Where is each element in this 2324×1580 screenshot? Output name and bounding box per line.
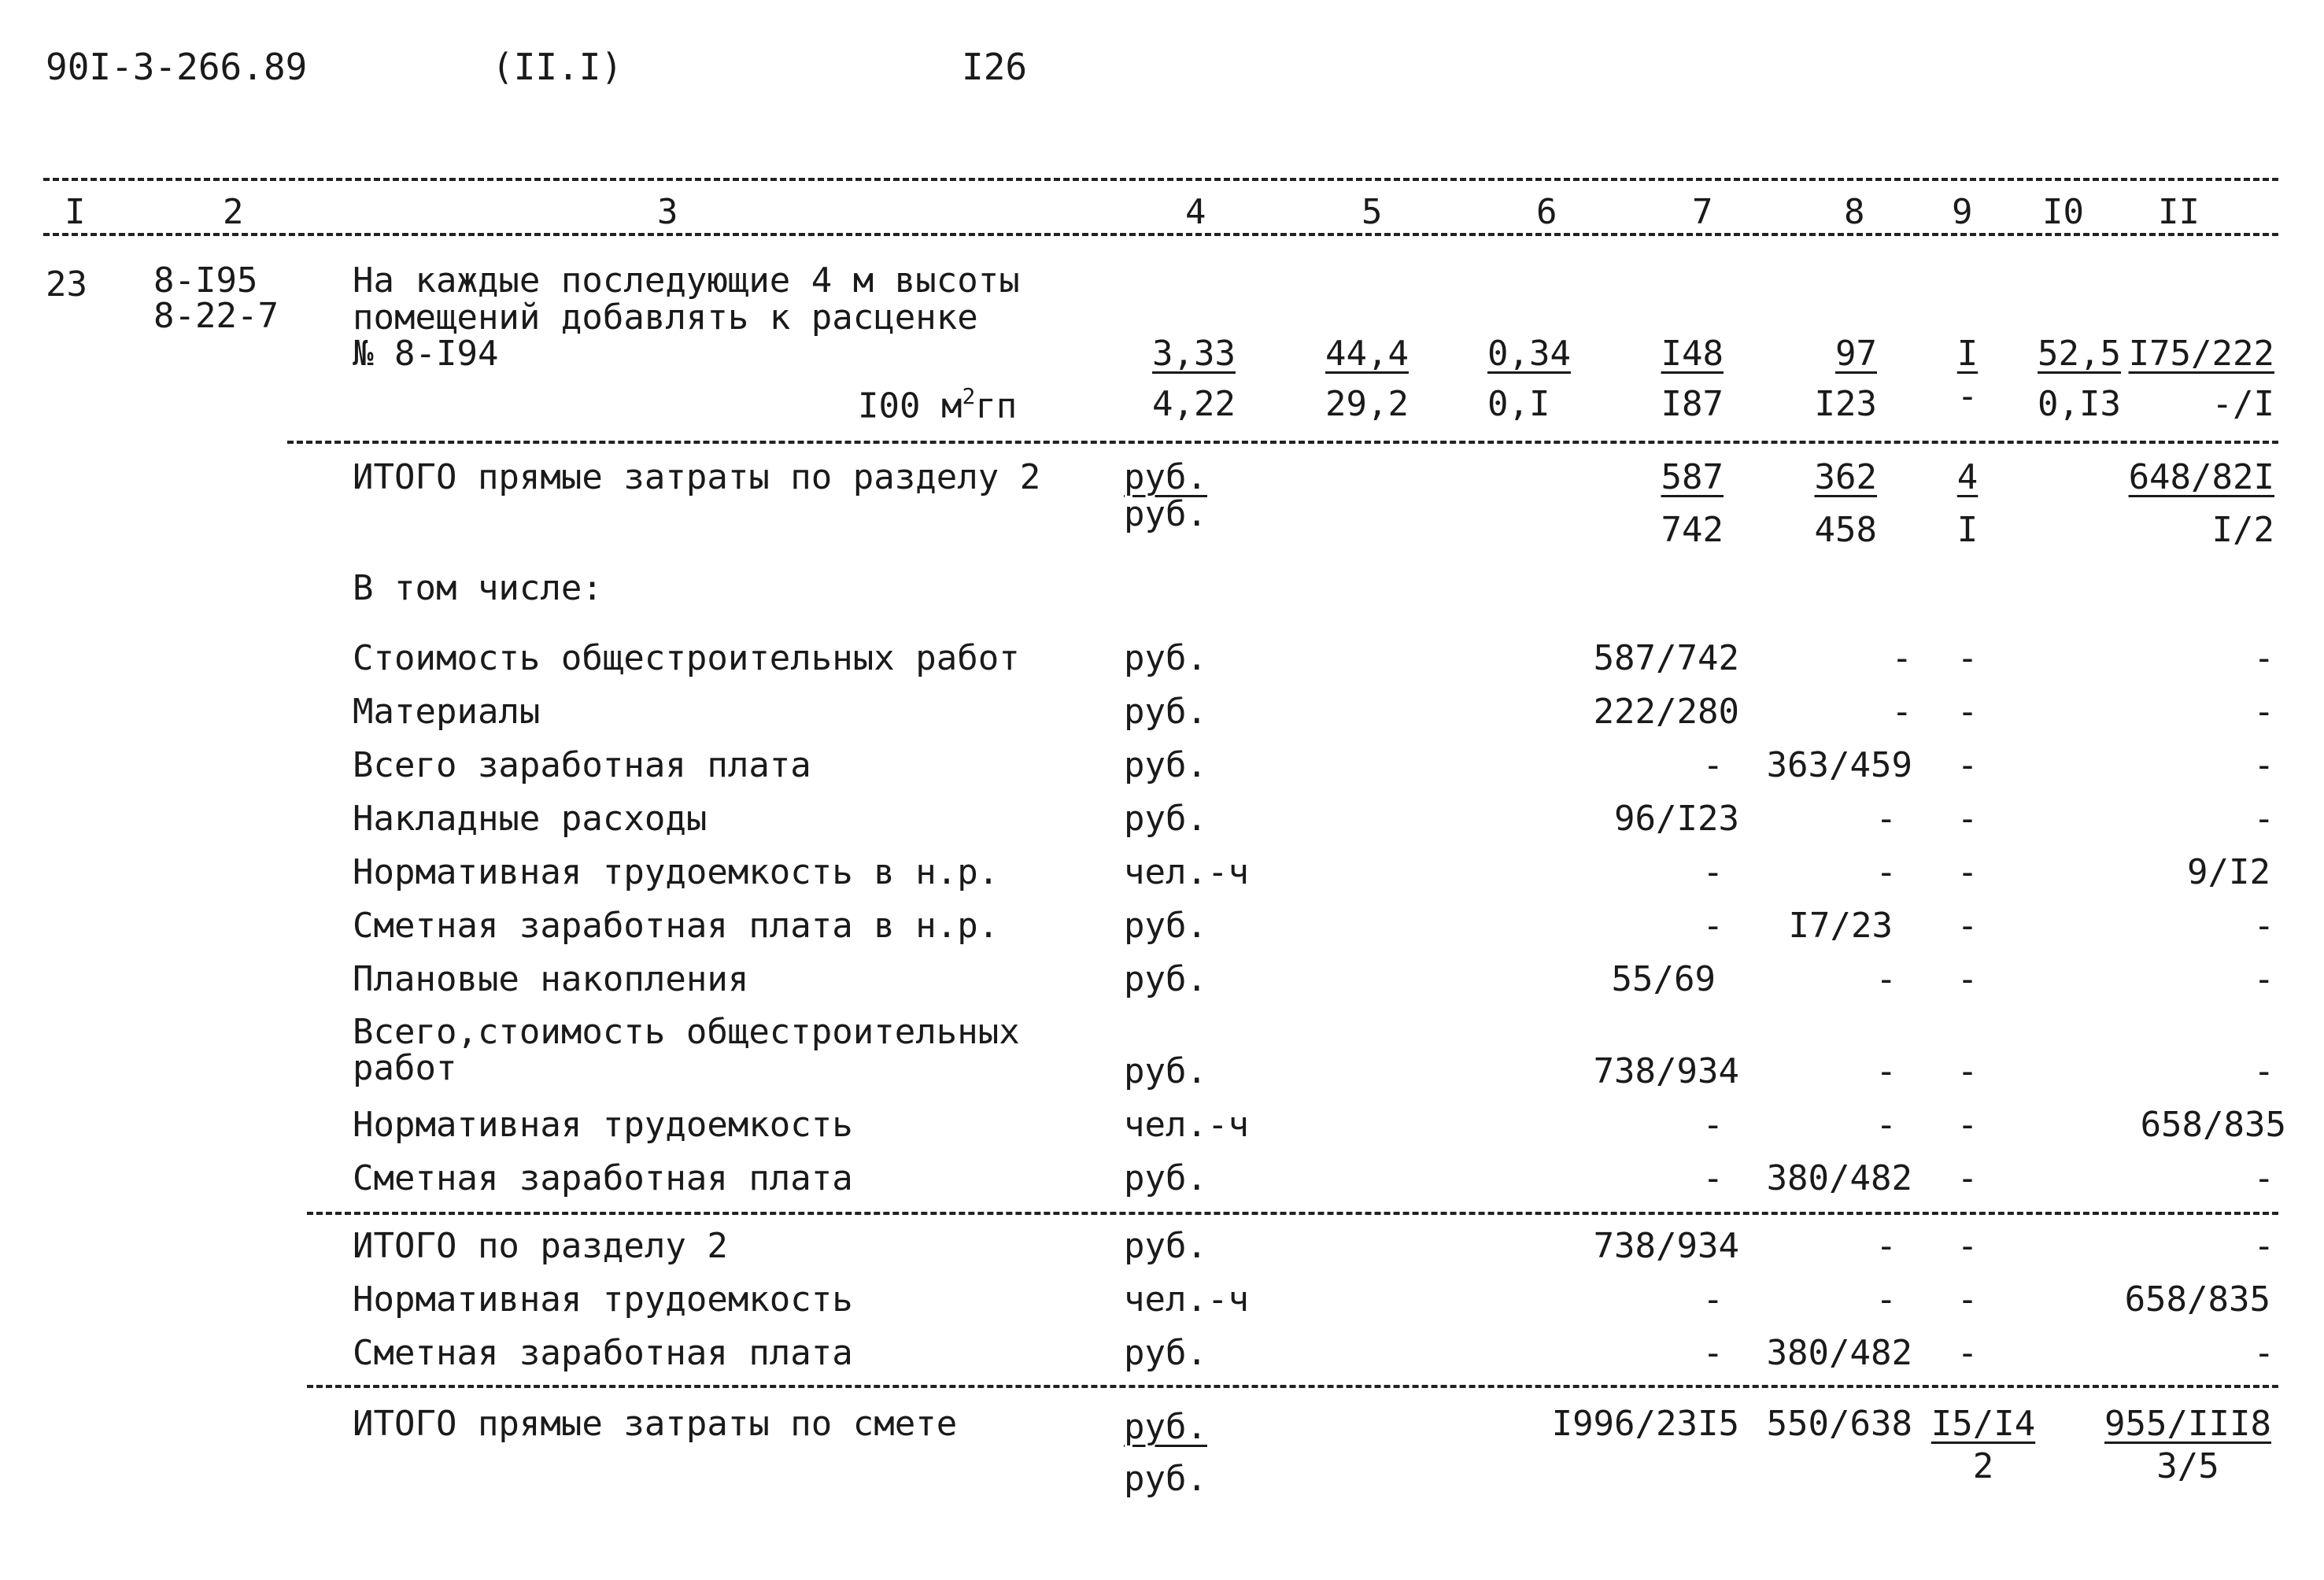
breakdown-col7: 587/742 xyxy=(1593,638,1739,678)
estimate-total-unit-top: руб. xyxy=(1124,1407,1207,1447)
breakdown-label: Всего заработная плата xyxy=(353,745,811,785)
breakdown-col7: 96/I23 xyxy=(1614,799,1739,839)
section-rule-2 xyxy=(307,1212,2278,1215)
measure-unit-prefix: I00 м xyxy=(858,386,962,426)
breakdown-unit: руб. xyxy=(1124,799,1207,839)
column-header-3: 3 xyxy=(657,192,678,232)
breakdown2-col7: - xyxy=(1702,1105,1724,1145)
breakdown-col11: - xyxy=(2253,692,2274,732)
breakdown2-label: Сметная заработная плата xyxy=(353,1158,853,1198)
column-header-8: 8 xyxy=(1844,192,1865,232)
breakdown-col7: - xyxy=(1702,745,1724,785)
row-description-line1: На каждые последующие 4 м высоты xyxy=(353,260,1020,301)
breakdown-col7: 222/280 xyxy=(1593,692,1739,732)
document-code: 90I-3-266.89 xyxy=(46,46,308,88)
col4-top: 3,33 xyxy=(1152,334,1236,374)
breakdown-label: Материалы xyxy=(353,692,541,732)
breakdown-col11: - xyxy=(2253,959,2274,999)
breakdown-col8: 363/459 xyxy=(1766,745,1912,785)
razdel-col11: 658/835 xyxy=(2124,1279,2270,1320)
total-general-label-line2: работ xyxy=(353,1048,457,1088)
row-number: 23 xyxy=(46,264,87,305)
breakdown-unit: чел.-ч xyxy=(1124,852,1249,892)
including-label: В том числе: xyxy=(353,568,603,608)
section-total-col7-top: 587 xyxy=(1661,457,1724,497)
breakdown-col9: - xyxy=(1956,692,1979,732)
breakdown2-col8: 380/482 xyxy=(1766,1158,1912,1198)
total-general-col11: - xyxy=(2253,1051,2274,1091)
breakdown-label: Сметная заработная плата в н.р. xyxy=(353,906,999,946)
breakdown-label: Плановые накопления xyxy=(353,959,749,999)
column-header-7: 7 xyxy=(1692,192,1713,232)
column-header-4: 4 xyxy=(1185,192,1206,232)
section-total-col8-bottom: 458 xyxy=(1814,510,1877,550)
measure-unit-exponent: 2 xyxy=(962,383,976,409)
breakdown-col7: - xyxy=(1702,906,1724,946)
breakdown-col8: - xyxy=(1891,638,1912,678)
razdel-col7: - xyxy=(1702,1279,1724,1320)
breakdown-col8: - xyxy=(1875,959,1897,999)
section-total-col9-top: 4 xyxy=(1956,457,1979,497)
breakdown2-col11: - xyxy=(2253,1158,2274,1198)
razdel-col11: - xyxy=(2253,1226,2274,1266)
estimate-total-col9-top: I5/I4 xyxy=(1931,1404,2036,1444)
razdel-label: ИТОГО по разделу 2 xyxy=(353,1226,728,1266)
razdel-col7: 738/934 xyxy=(1593,1226,1739,1266)
breakdown-unit: руб. xyxy=(1124,692,1207,732)
estimate-total-col9-bottom: 2 xyxy=(1972,1446,1994,1486)
razdel-col11: - xyxy=(2253,1333,2274,1373)
razdel-unit: чел.-ч xyxy=(1124,1279,1249,1320)
section-total-label: ИТОГО прямые затраты по разделу 2 xyxy=(353,457,1041,497)
column-header-11: II xyxy=(2158,192,2200,232)
total-general-label-line1: Всего,стоимость общестроительных xyxy=(353,1012,1020,1052)
razdel-col9: - xyxy=(1956,1333,1979,1373)
breakdown-col8: I7/23 xyxy=(1788,906,1893,946)
breakdown-col8: - xyxy=(1891,692,1912,732)
col9-top: I xyxy=(1956,334,1979,374)
breakdown-col11: - xyxy=(2253,745,2274,785)
col5-top: 44,4 xyxy=(1325,334,1409,374)
row-description-line2: помещений добавлять к расценке xyxy=(353,297,978,338)
column-header-5: 5 xyxy=(1362,192,1383,232)
estimate-total-col11-bottom: 3/5 xyxy=(2156,1446,2219,1486)
razdel-col7: - xyxy=(1702,1333,1724,1373)
header-bottom-rule xyxy=(43,233,2278,236)
razdel-col8: 380/482 xyxy=(1766,1333,1912,1373)
section-total-col7-bottom: 742 xyxy=(1661,510,1724,550)
rate-code-primary: 8-I95 xyxy=(153,260,258,301)
column-header-9: 9 xyxy=(1952,192,1973,232)
breakdown-col11: - xyxy=(2253,638,2274,678)
razdel-col9: - xyxy=(1956,1226,1979,1266)
breakdown-unit: руб. xyxy=(1124,745,1207,785)
column-header-2: 2 xyxy=(223,192,244,232)
header-top-rule xyxy=(43,178,2278,181)
breakdown-col9: - xyxy=(1956,852,1979,892)
breakdown-col11: 9/I2 xyxy=(2187,852,2270,892)
section-total-unit-bottom: руб. xyxy=(1124,494,1207,534)
breakdown-col7: 55/69 xyxy=(1611,959,1716,999)
breakdown-label: Нормативная трудоемкость в н.р. xyxy=(353,852,999,892)
razdel-unit: руб. xyxy=(1124,1333,1207,1373)
rate-code-secondary: 8-22-7 xyxy=(153,296,279,336)
col9-bottom: - xyxy=(1956,376,1979,416)
estimate-total-col7: I996/23I5 xyxy=(1551,1404,1739,1444)
breakdown-col9: - xyxy=(1956,906,1979,946)
column-header-1: I xyxy=(65,192,86,232)
razdel-label: Нормативная трудоемкость xyxy=(353,1279,853,1320)
col5-bottom: 29,2 xyxy=(1325,384,1409,424)
total-general-col9: - xyxy=(1956,1051,1979,1091)
measure-unit xyxy=(858,383,1018,426)
breakdown-unit: руб. xyxy=(1124,959,1207,999)
col4-bottom: 4,22 xyxy=(1152,384,1236,424)
breakdown-col8: - xyxy=(1875,852,1897,892)
total-general-unit: руб. xyxy=(1124,1051,1207,1091)
col8-bottom: I23 xyxy=(1814,384,1877,424)
section-total-unit-top: руб. xyxy=(1124,457,1207,497)
breakdown2-col7: - xyxy=(1702,1158,1724,1198)
estimate-total-unit-bottom: руб. xyxy=(1124,1459,1207,1499)
total-general-col8: - xyxy=(1875,1051,1897,1091)
breakdown-col9: - xyxy=(1956,745,1979,785)
breakdown-col9: - xyxy=(1956,959,1979,999)
row-description-line3: № 8-I94 xyxy=(353,334,499,374)
total-general-col7: 738/934 xyxy=(1593,1051,1739,1091)
breakdown2-col11: 658/835 xyxy=(2140,1105,2286,1145)
breakdown2-col8: - xyxy=(1875,1105,1897,1145)
section-total-col9-bottom: I xyxy=(1956,510,1979,550)
breakdown2-unit: чел.-ч xyxy=(1124,1105,1249,1145)
col6-bottom: 0,I xyxy=(1487,384,1550,424)
col10-top: 52,5 xyxy=(2038,334,2121,374)
section-rule-1 xyxy=(287,441,2278,444)
breakdown-col11: - xyxy=(2253,799,2274,839)
breakdown-col9: - xyxy=(1956,638,1979,678)
col11-bottom: -/I xyxy=(2211,384,2274,424)
estimate-total-col11-top: 955/III8 xyxy=(2104,1404,2271,1444)
breakdown-col11: - xyxy=(2253,906,2274,946)
breakdown-col9: - xyxy=(1956,799,1979,839)
breakdown-label: Стоимость общестроительных работ xyxy=(353,638,1020,678)
col6-top: 0,34 xyxy=(1487,334,1571,374)
razdel-col8: - xyxy=(1875,1279,1897,1320)
razdel-label: Сметная заработная плата xyxy=(353,1333,853,1373)
breakdown-unit: руб. xyxy=(1124,906,1207,946)
measure-unit-suffix: гп xyxy=(975,386,1018,426)
col7-bottom: I87 xyxy=(1661,384,1724,424)
section-total-col11-top: 648/82I xyxy=(2128,457,2274,497)
col7-top: I48 xyxy=(1661,334,1724,374)
section-rule-3 xyxy=(307,1385,2278,1388)
breakdown2-label: Нормативная трудоемкость xyxy=(353,1105,853,1145)
estimate-total-label: ИТОГО прямые затраты по смете xyxy=(353,1404,958,1444)
section-total-col11-bottom: I/2 xyxy=(2211,510,2274,550)
column-header-6: 6 xyxy=(1536,192,1557,232)
razdel-unit: руб. xyxy=(1124,1226,1207,1266)
column-header-10: I0 xyxy=(2042,192,2084,232)
razdel-col9: - xyxy=(1956,1279,1979,1320)
breakdown-col8: - xyxy=(1875,799,1897,839)
col10-bottom: 0,I3 xyxy=(2038,384,2121,424)
col11-top: I75/222 xyxy=(2128,334,2274,374)
breakdown2-unit: руб. xyxy=(1124,1158,1207,1198)
section-total-col8-top: 362 xyxy=(1814,457,1877,497)
estimate-total-col8: 550/638 xyxy=(1766,1404,1912,1444)
breakdown-unit: руб. xyxy=(1124,638,1207,678)
section-reference: (II.I) xyxy=(492,46,623,88)
col8-top: 97 xyxy=(1835,334,1877,374)
breakdown-label: Накладные расходы xyxy=(353,799,708,839)
breakdown2-col9: - xyxy=(1956,1158,1979,1198)
razdel-col8: - xyxy=(1875,1226,1897,1266)
breakdown-col7: - xyxy=(1702,852,1724,892)
breakdown2-col9: - xyxy=(1956,1105,1979,1145)
page-number: I26 xyxy=(962,46,1028,88)
